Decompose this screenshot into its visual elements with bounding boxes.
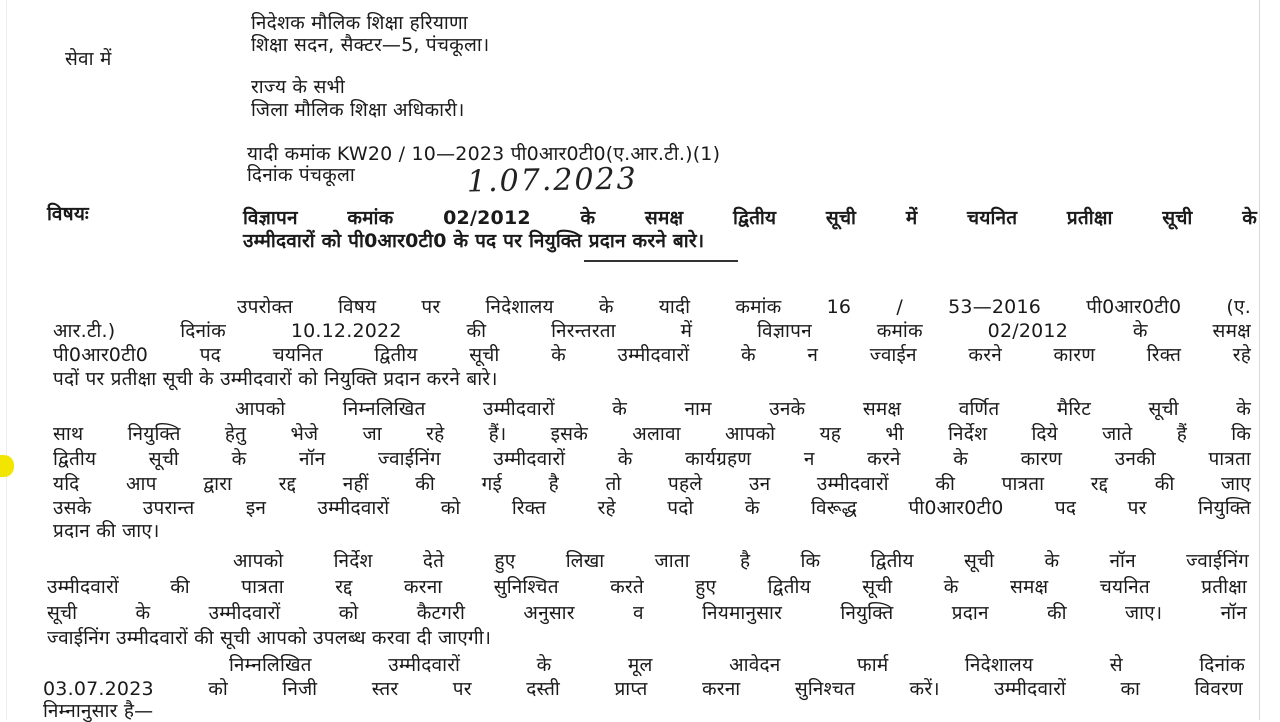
para2-line-5: उसके उपरान्त इन उम्मीदवारों को रिक्त रहे पदो के विरूद्ध पी0आर0टी0 पद पर नियुक्ति	[53, 497, 1251, 519]
handwritten-date: 1.07.2023	[466, 161, 638, 200]
para3-line-1: आपको निर्देश देते हुए लिखा जाता है कि द्वितीय सूची के नॉन ज्वाईनिंग	[233, 550, 1249, 572]
subject-underline	[584, 260, 738, 262]
date-label: दिनांक पंचकूला	[247, 164, 355, 186]
para3-line-3: सूची के उम्मीदवारों को कैटगरी अनुसार व नियमानुसार नियुक्ति प्रदान की जाए। नॉन	[47, 602, 1247, 624]
sender-designation: निदेशक मौलिक शिक्षा हरियाणा	[251, 12, 468, 34]
para2-line-4: यदि आप द्वारा रद्द नहीं की गई है तो पहले उन उम्मीदवारों की पात्रता रद्द की जाए	[53, 473, 1251, 495]
para2-line-2: साथ नियुक्ति हेतु भेजे जा रहे हैं। इसके अलावा आपको यह भी निर्देश दिये जाते हैं कि	[53, 423, 1251, 445]
recipient-line-2: जिला मौलिक शिक्षा अधिकारी।	[251, 99, 465, 121]
para1-line-2: आर.टी.) दिनांक 10.12.2022 की निरन्तरता में विज्ञापन कमांक 02/2012 के समक्ष	[53, 320, 1251, 342]
para4-line-2: 03.07.2023 को निजी स्तर पर दस्ती प्राप्त करना सुनिश्चत करें। उम्मीदवारों का विवरण	[43, 678, 1243, 700]
seva-mein-label: सेवा में	[65, 48, 112, 70]
para1-line-1: उपरोक्त विषय पर निदेशालय के यादी कमांक 16 / 53—2016 पी0आर0टी0 (ए.	[237, 296, 1251, 318]
para1-line-3: पी0आर0टी0 पद चयनित द्वितीय सूची के उम्मीदवारों के न ज्वाईन करने कारण रिक्त रहे	[53, 344, 1251, 366]
para3-line-4: ज्वाईनिंग उम्मीदवारों की सूची आपको उपलब्ध करवा दी जाएगी।	[47, 627, 492, 649]
para4-line-1: निम्नलिखित उम्मीदवारों के मूल आवेदन फार्म निदेशालय से दिनांक	[229, 654, 1245, 676]
para3-line-2: उम्मीदवारों की पात्रता रद्द करना सुनिश्चित करते हुए द्वितीय सूची के समक्ष चयनित प्रतीक्षा	[47, 576, 1247, 598]
para2-line-1: आपको निम्नलिखित उम्मीदवारों के नाम उनके समक्ष वर्णित मैरिट सूची के	[235, 398, 1251, 420]
subject-label: विषयः	[47, 203, 89, 225]
para4-line-3: निम्नानुसार है—	[43, 700, 154, 722]
letter-page	[6, 0, 1260, 720]
subject-line-1: विज्ञापन कमांक 02/2012 के समक्ष द्वितीय सूची में चयनित प्रतीक्षा सूची के	[243, 207, 1257, 229]
memo-number: यादी कमांक KW20 / 10—2023 पी0आर0टी0(ए.आर.टी.)(1)	[247, 143, 721, 165]
para2-line-6: प्रदान की जाए।	[53, 520, 160, 542]
subject-line-2: उम्मीदवारों को पी0आर0टी0 के पद पर नियुक्ति प्रदान करने बारे।	[243, 230, 705, 252]
para2-line-3: द्वितीय सूची के नॉन ज्वाईनिंग उम्मीदवारों के कार्यग्रहण न करने के कारण उनकी पात्रता	[53, 448, 1251, 470]
recipient-line-1: राज्य के सभी	[251, 76, 345, 98]
sender-address: शिक्षा सदन, सैक्टर—5, पंचकूला।	[251, 34, 490, 56]
para1-line-4: पदों पर प्रतीक्षा सूची के उम्मीदवारों को नियुक्ति प्रदान करने बारे।	[53, 368, 498, 390]
